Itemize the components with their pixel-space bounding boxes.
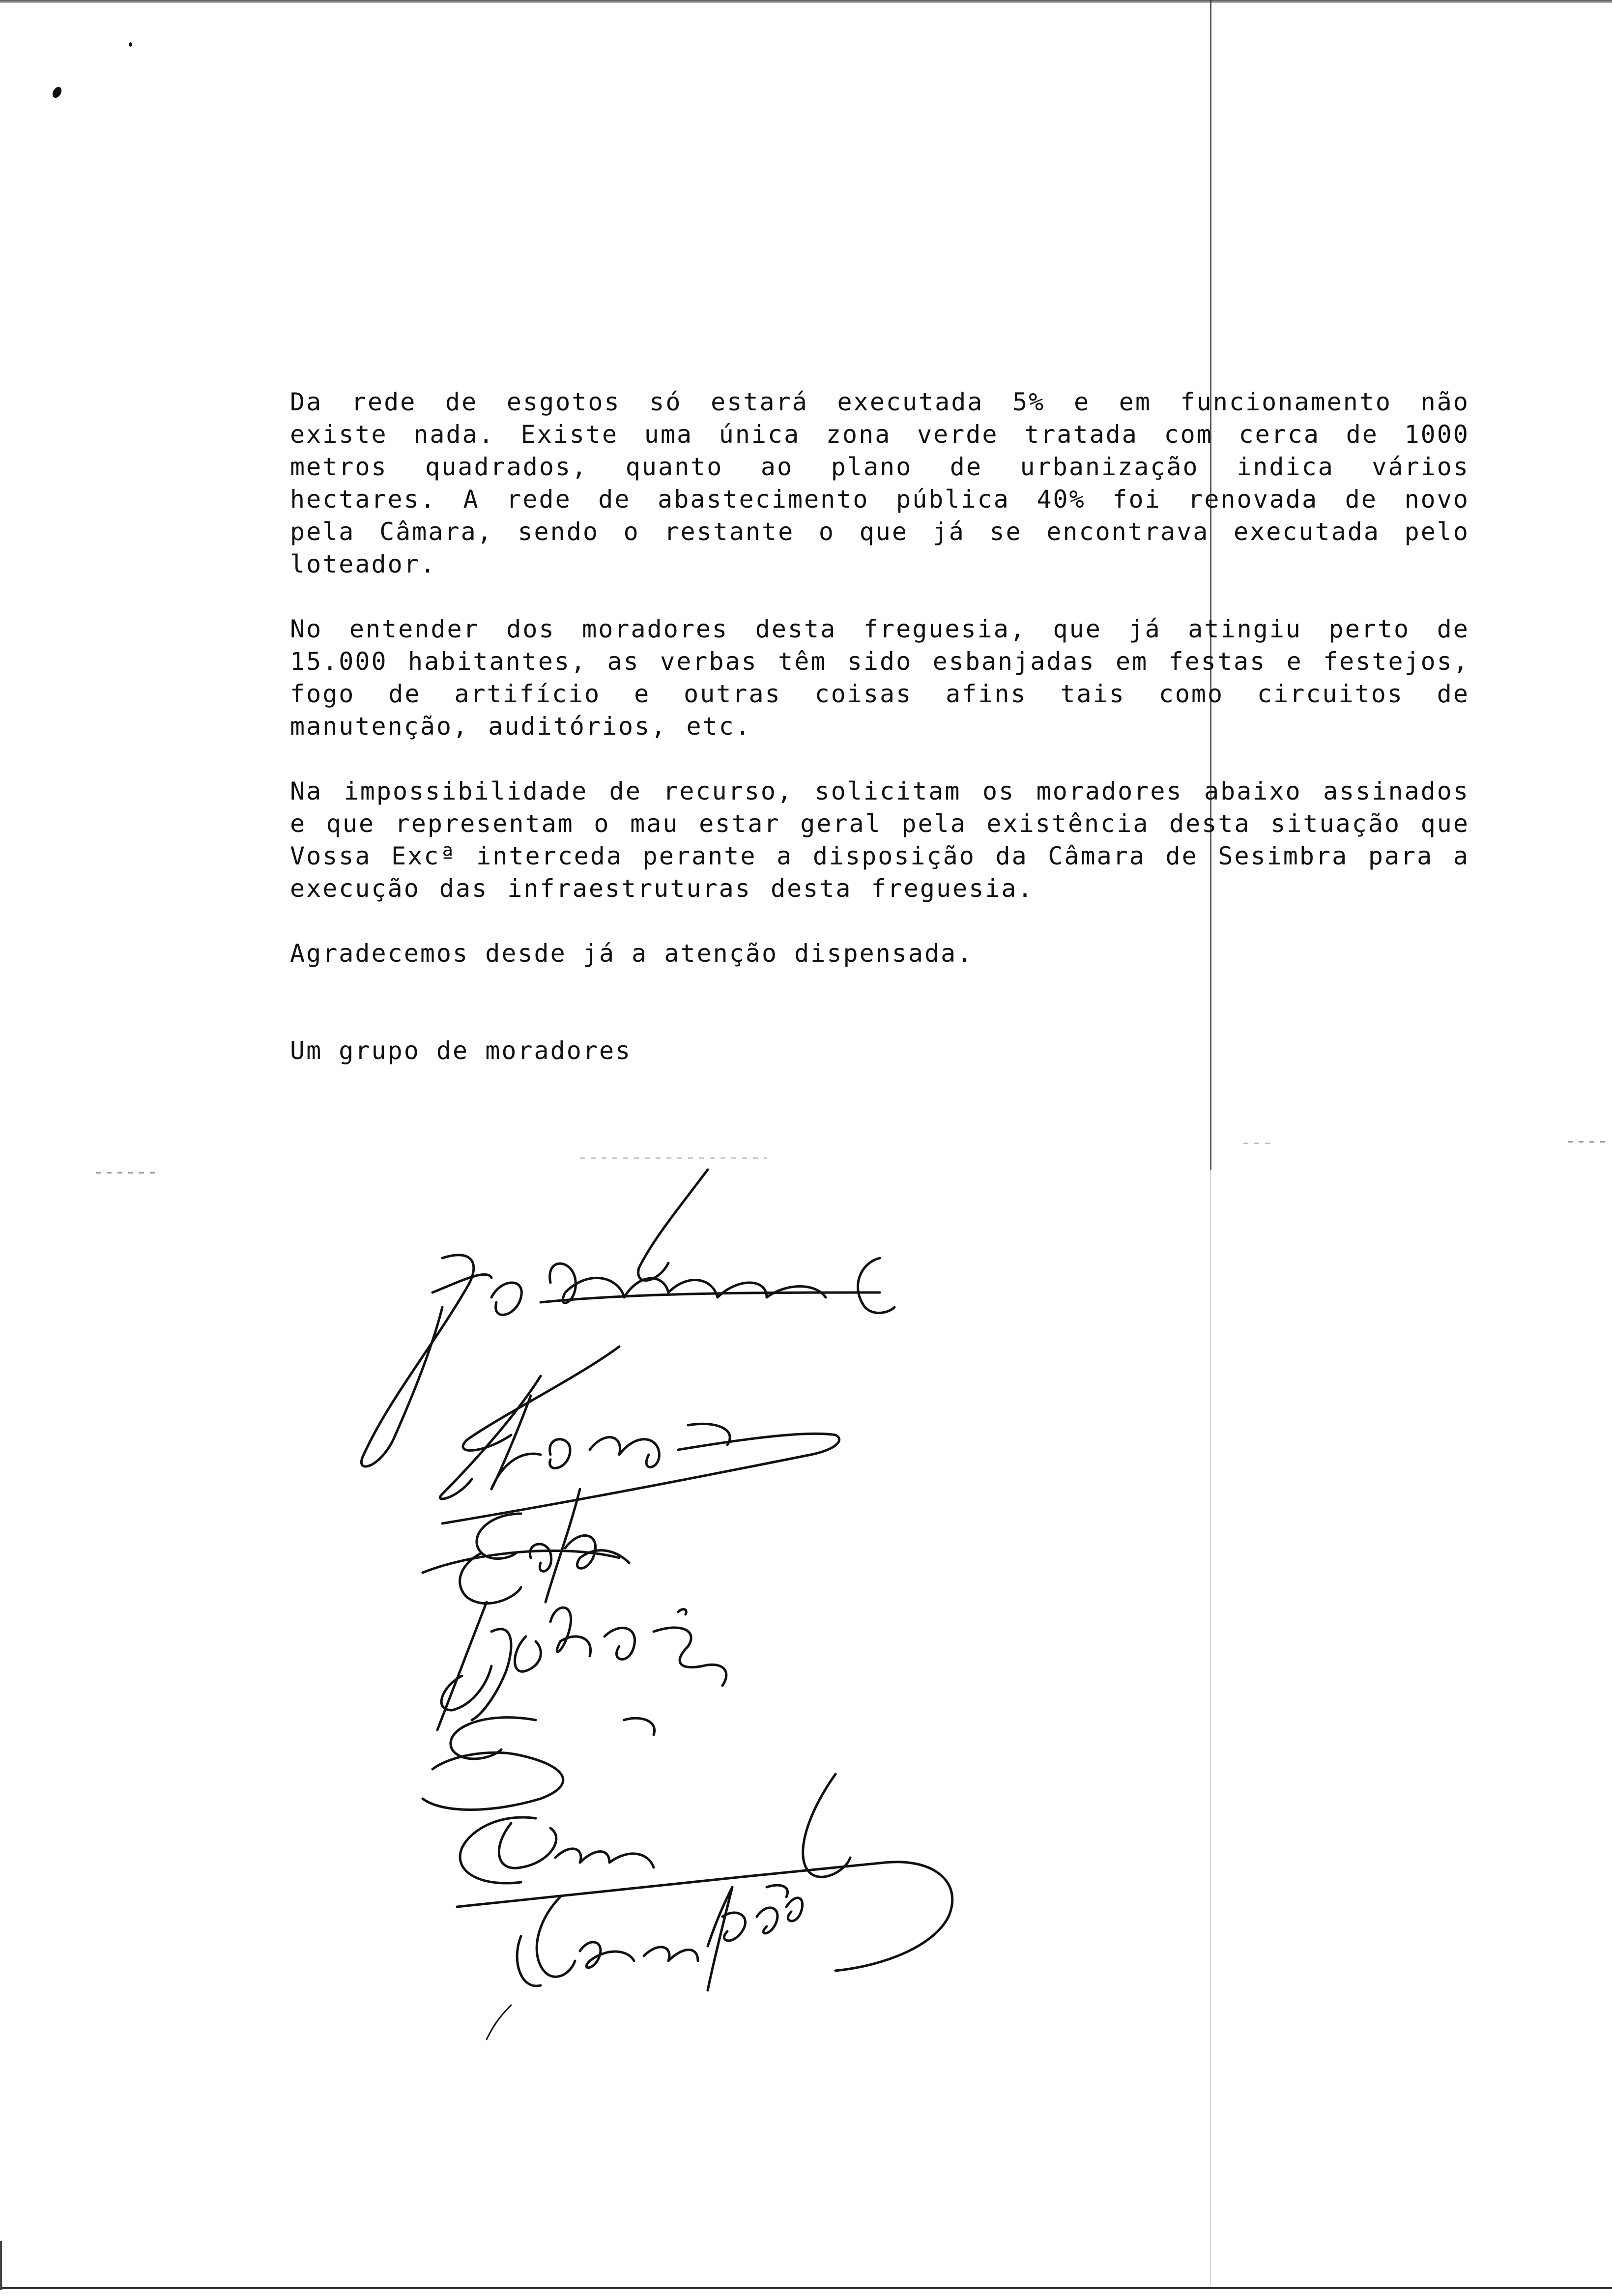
signature-3-drawing [423,1489,629,1604]
paragraph-request: Na impossibilidade de recurso, solicitam os moradores abaixo assinados e que representam o mau estar geral pela existência desta situação que Vossa Excª interceda perante a disposição da Câmara de Sesimbra para a execução das infraestruturas desta freguesia. [290,777,1469,903]
signature-4-drawing [437,1602,726,1730]
closing-line: Agradecemos desde já a atenção dispensada. [290,939,974,968]
signature-5-drawing [423,1718,952,2039]
signature-1-drawing [361,1170,894,1466]
signature-2-drawing [440,1347,839,1523]
paragraph-residents-opinion: No entender dos moradores desta freguesia, que já atingiu perto de 15.000 habitantes, as verbas têm sido esbanjadas em festas e festejos, fogo de artifício e outras coisas afins tais como circuitos de manutenção, auditórios, etc. [290,615,1469,741]
signoff-line: Um grupo de moradores [290,1036,632,1065]
paragraph-sewage: Da rede de esgotos só estará executada 5% e em funcionamento não existe nada. Existe uma única zona verde tratada com cerca de 1000 metros quadrados, quanto ao plano de urbanização indica vários hectares. A rede de abastecimento pública 40% foi renovada de novo pela Câmara, sendo o restante o que já se encontrava executada pelo loteador. [290,388,1469,578]
